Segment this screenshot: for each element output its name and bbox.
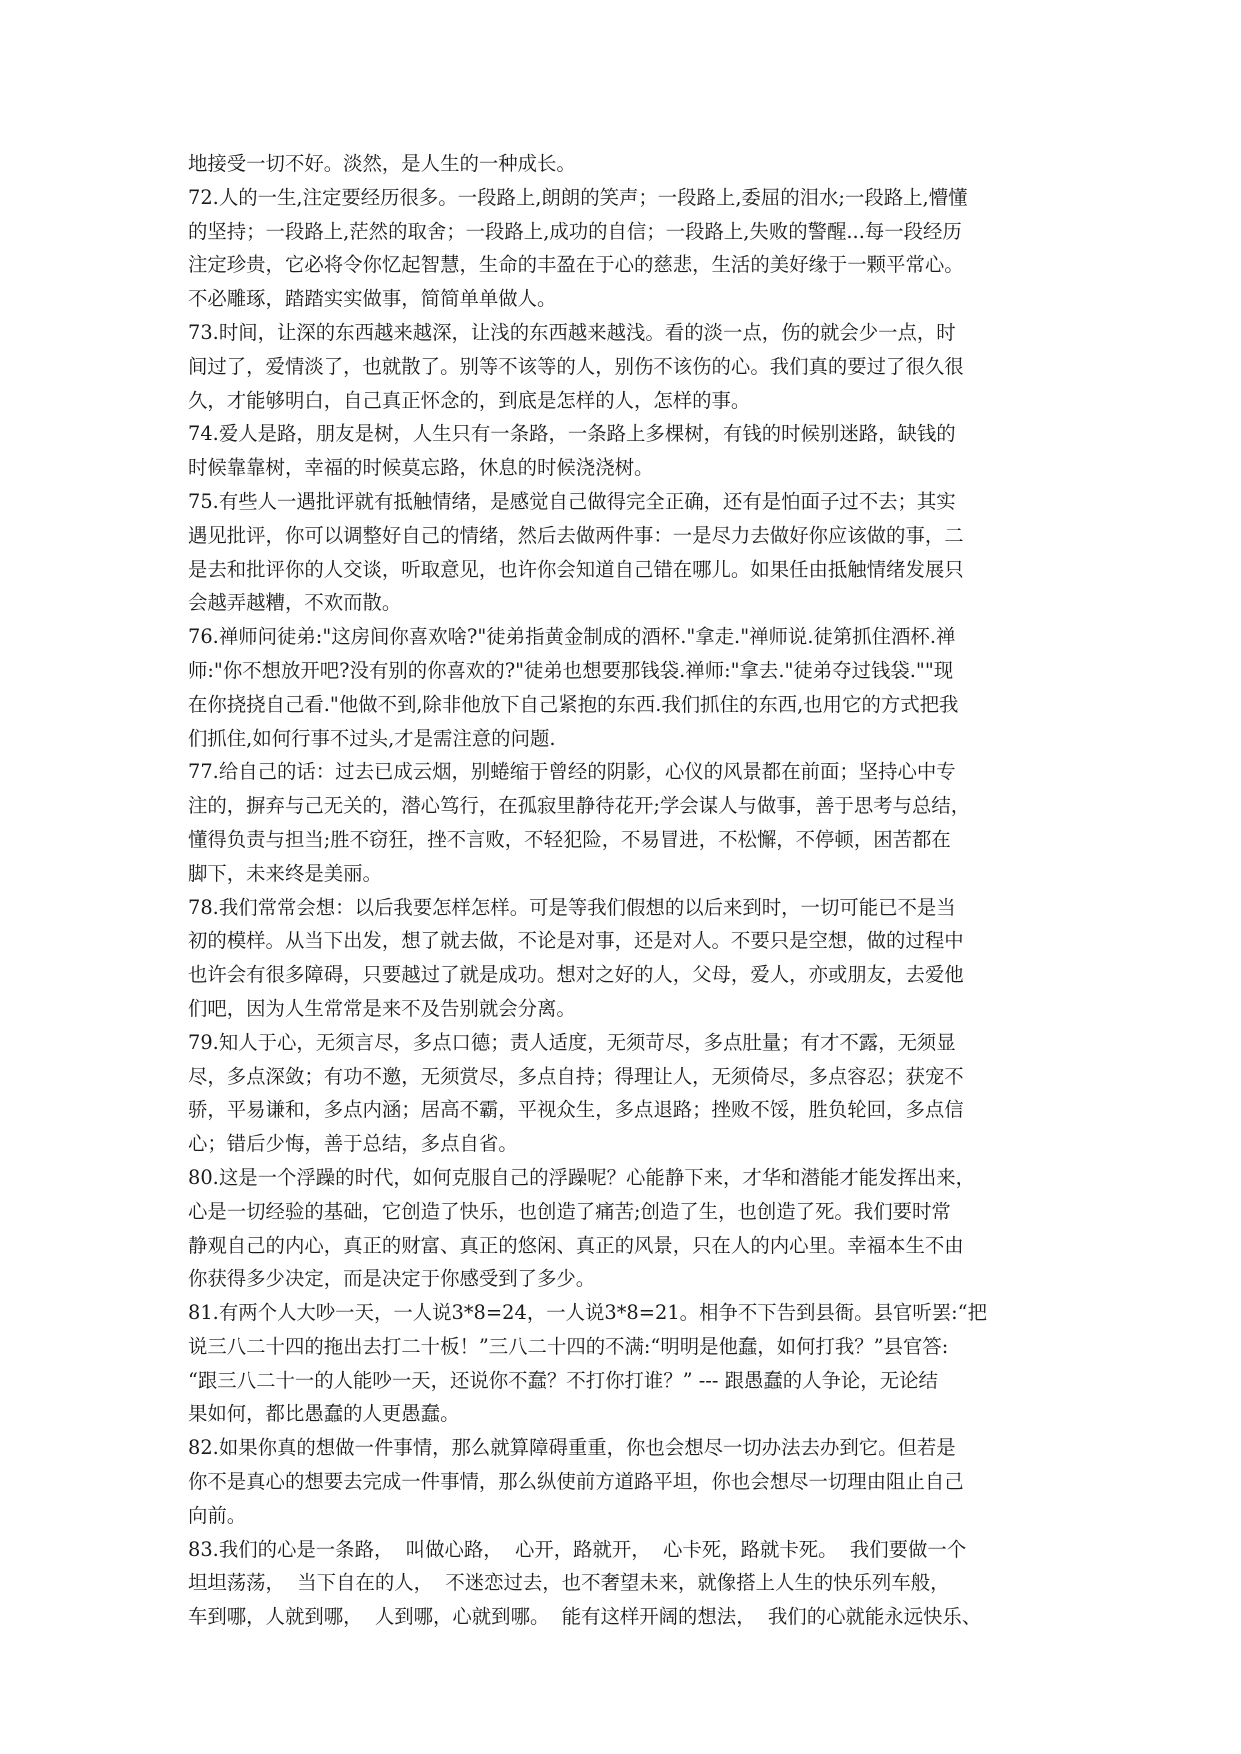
text-line xyxy=(188,384,1072,418)
text-line-content: 也许会有很多障碍，只要越过了就是成功。想对之好的人，父母，爱人，亦或朋友，去爱他 xyxy=(188,963,964,987)
text-line xyxy=(188,1093,1072,1127)
text-line-content: 遇见批评，你可以调整好自己的情绪，然后去做两件事：一是尽力去做好你应该做的事，二 xyxy=(188,523,964,547)
text-line xyxy=(188,485,1072,519)
text-line-content: 们抓住,如何行事不过头,才是需注意的问题. xyxy=(188,726,556,750)
text-line xyxy=(188,1161,1072,1195)
text-line-content: 76.禅师问徒弟:"这房间你喜欢啥?"徒弟指黄金制成的酒杯."拿走."禅师说.徒第抓住酒杯.禅 xyxy=(188,625,956,649)
text-line-content: “跟三八二十一的人能吵一天，还说你不蠢？不打你打谁？” --- 跟愚蠢的人争论，无论结 xyxy=(188,1368,938,1392)
text-line-content: 时候靠靠树，幸福的时候莫忘路，休息的时候浇浇树。 xyxy=(188,456,654,480)
text-line-content: 坦坦荡荡， 当下自在的人， 不迷恋过去，也不奢望未来，就像搭上人生的快乐列车般， xyxy=(188,1571,950,1595)
text-line-content: 懂得负责与担当;胜不窃狂，挫不言败，不轻犯险，不易冒进，不松懈，不停顿，困苦都在 xyxy=(188,827,951,851)
text-line xyxy=(188,1296,1072,1330)
text-line-content: 尽，多点深敛；有功不邀，无须赏尽，多点自持；得理让人，无须倚尽，多点容忍；获宠不 xyxy=(188,1064,964,1088)
text-line-content: 72.人的一生,注定要经历很多。一段路上,朗朗的笑声；一段路上,委屈的泪水;一段路上,懵懂 xyxy=(188,185,968,209)
text-line xyxy=(188,823,1072,857)
text-line xyxy=(188,620,1072,654)
text-line xyxy=(188,1499,1072,1533)
text-line xyxy=(188,891,1072,925)
text-line xyxy=(188,992,1072,1026)
text-line xyxy=(188,1229,1072,1263)
text-line-content: 果如何，都比愚蠢的人更愚蠢。 xyxy=(188,1402,460,1426)
text-line-content: 师:"你不想放开吧?没有别的你喜欢的?"徒弟也想要那钱袋.禅师:"拿去."徒弟夺过钱袋.""现 xyxy=(188,658,954,682)
text-line-content: 73.时间，让深的东西越来越深，让浅的东西越来越浅。看的淡一点，伤的就会少一点，时 xyxy=(188,320,956,344)
text-line-content: 心是一切经验的基础，它创造了快乐，也创造了痛苦;创造了生，也创造了死。我们要时常 xyxy=(188,1199,951,1223)
text-line xyxy=(188,417,1072,451)
text-line-content: 脚下，未来终是美丽。 xyxy=(188,861,382,885)
text-line xyxy=(188,181,1072,215)
text-line xyxy=(188,1397,1072,1431)
text-line-content: 注定珍贵，它必将令你忆起智慧，生命的丰盈在于心的慈悲，生活的美好缘于一颗平常心。 xyxy=(188,253,964,277)
text-line-content: 是去和批评你的人交谈，听取意见，也许你会知道自己错在哪儿。如果任由抵触情绪发展只 xyxy=(188,557,964,581)
text-line xyxy=(188,1566,1072,1600)
text-line xyxy=(188,350,1072,384)
text-line xyxy=(188,688,1072,722)
text-line xyxy=(188,553,1072,587)
text-line xyxy=(188,1600,1072,1634)
text-line xyxy=(188,282,1072,316)
text-line-content: 不必雕琢，踏踏实实做事，简简单单做人。 xyxy=(188,287,557,311)
text-line-content: 心；错后少悔，善于总结，多点自省。 xyxy=(188,1132,518,1156)
text-line-content: 向前。 xyxy=(188,1503,247,1527)
text-line-content: 注的，摒弃与己无关的，潜心笃行，在孤寂里静待花开;学会谋人与做事，善于思考与总结， xyxy=(188,794,971,818)
text-line xyxy=(188,1533,1072,1567)
text-line-content: 说三八二十四的拖出去打二十板！”三八二十四的不满:“明明是他蠢，如何打我？”县官答: xyxy=(188,1334,949,1358)
text-line xyxy=(188,1026,1072,1060)
text-line xyxy=(188,857,1072,891)
text-line-content: 82.如果你真的想做一件事情，那么就算障碍重重，你也会想尽一切办法去办到它。但若是 xyxy=(188,1436,956,1460)
text-line-content: 79.知人于心，无须言尽，多点口德；责人适度，无须苛尽，多点肚量；有才不露，无须显 xyxy=(188,1030,956,1054)
text-line xyxy=(188,451,1072,485)
text-line xyxy=(188,789,1072,823)
document-body xyxy=(188,147,1072,1634)
text-line xyxy=(188,1465,1072,1499)
text-line xyxy=(188,316,1072,350)
text-line xyxy=(188,215,1072,249)
text-line-content: 83.我们的心是一条路， 叫做心路， 心开，路就开， 心卡死，路就卡死。 我们要做一个 xyxy=(188,1537,967,1561)
text-line-content: 静观自己的内心，真正的财富、真正的悠闲、真正的风景，只在人的内心里。幸福本生不由 xyxy=(188,1233,964,1257)
text-line-content: 骄，平易谦和，多点内涵；居高不霸，平视众生，多点退路；挫败不馁，胜负轮回，多点信 xyxy=(188,1098,964,1122)
text-line-content: 81.有两个人大吵一天，一人说3*8=24，一人说3*8=21。相争不下告到县衙。县官听罢:“把 xyxy=(188,1301,987,1325)
text-line xyxy=(188,1330,1072,1364)
text-line-content: 会越弄越糟，不欢而散。 xyxy=(188,591,402,615)
text-line xyxy=(188,722,1072,756)
text-line xyxy=(188,1364,1072,1398)
text-line xyxy=(188,1060,1072,1094)
text-line-content: 车到哪，人就到哪， 人到哪，心就到哪。 能有这样开阔的想法， 我们的心就能永远快乐、 xyxy=(188,1605,982,1629)
text-line-content: 初的模样。从当下出发，想了就去做，不论是对事，还是对人。不要只是空想，做的过程中 xyxy=(188,929,964,953)
text-line-content: 地接受一切不好。淡然，是人生的一种成长。 xyxy=(188,152,576,175)
text-line xyxy=(188,1431,1072,1465)
text-line xyxy=(188,519,1072,553)
text-line-content: 间过了，爱情淡了，也就散了。别等不该等的人，别伤不该伤的心。我们真的要过了很久很 xyxy=(188,354,964,378)
text-line-content: 75.有些人一遇批评就有抵触情绪，是感觉自己做得完全正确，还有是怕面子过不去；其实 xyxy=(188,489,956,513)
text-line-content: 80.这是一个浮躁的时代，如何克服自己的浮躁呢？心能静下来，才华和潜能才能发挥出来， xyxy=(188,1165,976,1189)
text-line xyxy=(188,654,1072,688)
text-line-content: 们吧，因为人生常常是来不及告别就会分离。 xyxy=(188,996,576,1020)
text-line xyxy=(188,248,1072,282)
text-line xyxy=(188,1127,1072,1161)
text-line xyxy=(188,924,1072,958)
text-line-content: 你不是真心的想要去完成一件事情，那么纵使前方道路平坦，你也会想尽一切理由阻止自己 xyxy=(188,1470,964,1494)
text-line xyxy=(188,755,1072,789)
text-line xyxy=(188,586,1072,620)
text-line xyxy=(188,147,1072,181)
text-line-content: 78.我们常常会想：以后我要怎样怎样。可是等我们假想的以后来到时，一切可能已不是当 xyxy=(188,895,956,919)
text-line-content: 77.给自己的话：过去已成云烟，别蜷缩于曾经的阴影，心仪的风景都在前面；坚持心中专 xyxy=(188,760,956,784)
text-line-content: 你获得多少决定，而是决定于你感受到了多少。 xyxy=(188,1267,596,1291)
text-line xyxy=(188,1262,1072,1296)
text-line xyxy=(188,958,1072,992)
text-line xyxy=(188,1195,1072,1229)
text-line-content: 74.爱人是路，朋友是树，人生只有一条路，一条路上多棵树，有钱的时候别迷路，缺钱的 xyxy=(188,422,956,446)
text-line-content: 在你挠挠自己看."他做不到,除非他放下自己紧抱的东西.我们抓住的东西,也用它的方式把我 xyxy=(188,692,959,716)
text-line-content: 的坚持；一段路上,茫然的取舍；一段路上,成功的自信；一段路上,失败的警醒...每一段经历 xyxy=(188,219,962,243)
text-line-content: 久，才能够明白，自己真正怀念的，到底是怎样的人，怎样的事。 xyxy=(188,388,751,412)
